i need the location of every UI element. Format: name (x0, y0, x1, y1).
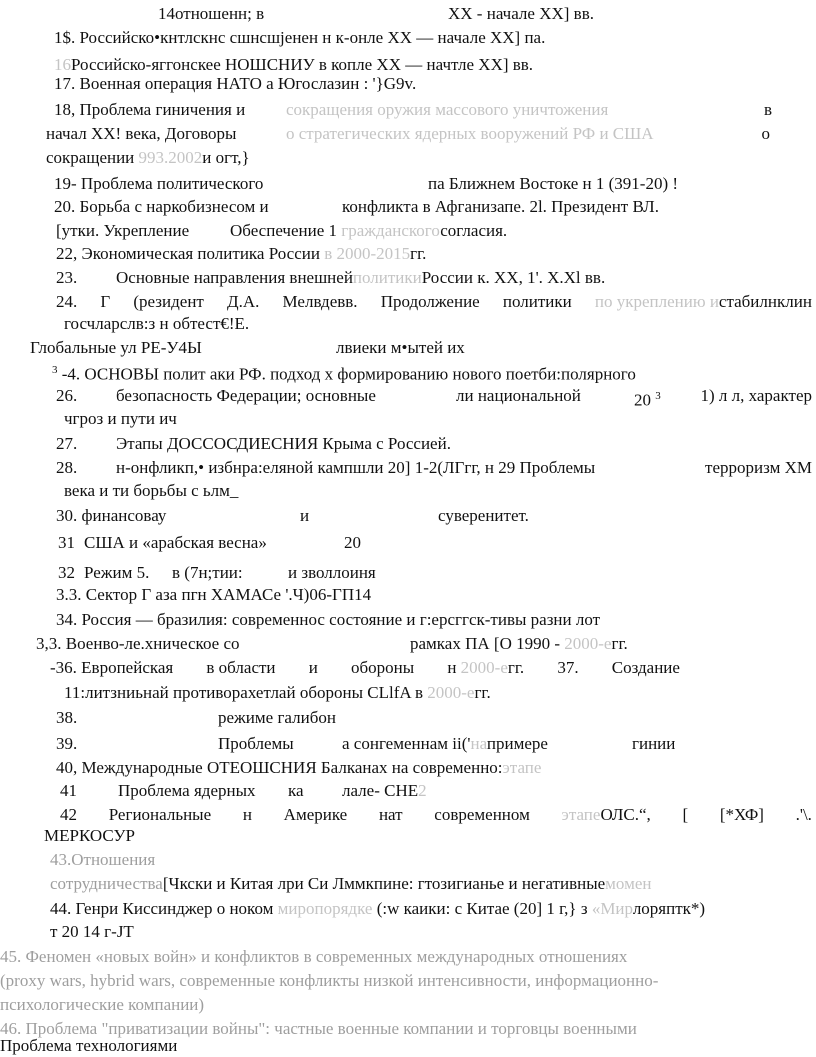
line-text: в (763, 100, 772, 119)
word-group (562, 805, 651, 825)
line-text: и зволлоиня (288, 563, 376, 582)
faded-text: о стратегических ядерных вооружений РФ и США (286, 124, 654, 143)
line-text: гг. (507, 658, 525, 677)
line-text: Режим 5. (84, 563, 150, 582)
faded-text: этапе (561, 805, 601, 824)
line-text: н-онфликп,• избнра:еляной кампшли 20] 1-2(ЛГгг, н 29 Проблемы (116, 458, 596, 477)
line-46-cont: Проблема технологиями (0, 1036, 178, 1055)
line-text: сокращении (46, 148, 135, 167)
line-34: 34. Россия — бразилия: современнос состояние и г:ерсггск-тивы разни лот (56, 610, 601, 629)
line-text: в области (206, 658, 276, 677)
line-21 (56, 221, 508, 241)
faded-text: политики (352, 268, 422, 287)
line-text: гг. (474, 683, 491, 702)
line-46: 46. Проблема "приватизации войны": частные военные компании и торговцы военными (0, 1019, 637, 1038)
line-text: 22, Экономическая политика России (56, 244, 320, 263)
item-number: 24. (56, 292, 78, 311)
line-text: (:w каики: с Китае (20] 1 г,} з (376, 899, 588, 918)
line-text-group (342, 734, 548, 754)
line-text: 44. Генри Киссинджер о ноком (50, 899, 274, 918)
item-number: 32 (58, 563, 75, 582)
line-text: безопасность Федерации; основные (116, 386, 376, 405)
line-36-cont (64, 683, 491, 703)
line-text: Проблемы (218, 734, 294, 753)
line-text: в (7н;тии: (172, 563, 243, 582)
word: политики (502, 292, 572, 311)
line-22 (56, 244, 426, 264)
faded-text: миропорядке (277, 899, 373, 918)
line-text: 40, Международные ОТЕОШСНИЯ Балканах на современно: (56, 758, 503, 777)
word-group (447, 658, 524, 678)
item-number: 26. (56, 386, 78, 405)
line-text-group (230, 221, 507, 241)
line-text: примере (486, 734, 548, 753)
superscript: 3 (655, 390, 661, 402)
line-text: лале- СНЕ (342, 781, 419, 800)
line-text: Проблема ядерных (118, 781, 256, 800)
line-45-cont: (proxy wars, hybrid wars, современные конфликты низкой интенсивности, информационно- (0, 971, 659, 990)
line-text: режиме галибон (218, 708, 336, 727)
word: Региональные (108, 805, 212, 824)
line-31 (58, 533, 361, 553)
word: н (242, 805, 252, 824)
line-text: рамках ПА [О 1990 - (410, 634, 561, 653)
line-text: ка (288, 781, 304, 800)
line-text-group (634, 386, 661, 411)
line-35 (36, 634, 628, 654)
line-42 (60, 805, 812, 825)
line-text: [утки. Укрепление (56, 221, 190, 240)
line-14 (158, 4, 594, 24)
line-text: и (308, 658, 318, 677)
line-44 (50, 899, 812, 919)
line-19 (54, 174, 679, 194)
word: Продолжение (380, 292, 480, 311)
line-text: XX - начале XX] вв. (448, 4, 594, 23)
line-44-cont: т 20 14 г-JT (50, 922, 134, 941)
line-text: лоряптк*) (632, 899, 706, 918)
word-group (595, 292, 812, 312)
line-32 (58, 563, 376, 583)
faded-text: 993.2002 (138, 148, 203, 167)
line-text: а сонгеменнам ii(' (342, 734, 471, 753)
line-text: [Чкски и Китая лри Си Лммкпине: гтозигианье и негативные (162, 874, 606, 893)
faded-text: в 2000-2015 (324, 244, 411, 263)
line-text: суверенитет. (438, 506, 529, 525)
faded-text: по укреплению и (594, 292, 719, 311)
word: Д.А. (227, 292, 260, 311)
line-24 (56, 292, 812, 312)
superscript: 3 (52, 364, 58, 376)
word: (резидент (133, 292, 204, 311)
faded-text: этапе (502, 758, 542, 777)
faded-text: 2 (418, 781, 427, 800)
item-number: 16 (54, 55, 71, 74)
line-45: 45. Феномен «новых войн» и конфликтов в современных международных отношениях (0, 947, 628, 966)
line-18-cont (46, 124, 770, 144)
line-28-cont: века и ти борьбы с ьлм_ (64, 481, 239, 500)
line-text: Основные направления внешней (116, 268, 353, 287)
line-42-cont: МЕРКОСУР (44, 826, 135, 845)
line-25 (30, 338, 465, 358)
line-24-cont: госчларслв:з н обтест€!Е. (64, 314, 250, 333)
line-40 (56, 758, 541, 778)
line-43: 43.Отношения (50, 850, 156, 869)
line-text: 11:литзниьнай противорахетлай обороны CLlfA в (64, 683, 423, 702)
line-26-cont: чгроз и пути ич (64, 409, 177, 428)
line-text: ли национальной (456, 386, 581, 405)
line-28 (56, 458, 812, 478)
line-text: Создание (611, 658, 680, 677)
line-text: -36. Европейская (50, 658, 174, 677)
line-36 (50, 658, 680, 678)
line-text: о (761, 124, 770, 143)
line-38 (56, 708, 336, 728)
line-15: 1$. Российско•кнтлскнс сшнсшјенен н к-онле XX — начале XX] па. (54, 28, 546, 47)
line-43-cont (50, 874, 652, 894)
justified-row (56, 292, 812, 312)
line-text: 20 (344, 533, 361, 552)
line-text: обороны (350, 658, 415, 677)
line-45-cont2: психологические компании) (0, 995, 205, 1014)
faded-text: 2000-е (460, 658, 508, 677)
line-text: 20 (634, 390, 651, 410)
line-17: 17. Военная операция НАТО а Югослазин : '}G9v. (54, 74, 417, 93)
line-text: н (447, 658, 457, 677)
line-16 (54, 55, 533, 75)
line-18 (54, 100, 772, 120)
line-text: согласия. (440, 221, 508, 240)
word: Америке (283, 805, 348, 824)
faded-text: 2000-е (427, 683, 475, 702)
word: ОЛС.“, (600, 805, 651, 824)
line-text: 19- Проблема политического (54, 174, 264, 193)
line-text: гг. (410, 244, 427, 263)
word: Мелвдевв. (282, 292, 358, 311)
word: .'\. (795, 805, 812, 824)
line-text: терроризм XM (705, 458, 812, 477)
line-41 (60, 781, 427, 801)
line-text: -4. ОСНОВЫ полит аки РФ. подход х формированию нового поетби:полярного (61, 364, 636, 384)
line-30 (56, 506, 529, 526)
line-text: гинии (632, 734, 676, 753)
item-number: 27. (56, 434, 78, 453)
justified-row (60, 805, 812, 825)
faded-text: гражданского (341, 221, 441, 240)
line-text: 37. (557, 658, 579, 677)
line-text: и огт,} (202, 148, 250, 167)
line-text: Этапы ДОССОСДИЕСНИЯ Крыма с Россией. (116, 434, 451, 453)
line-26 (56, 386, 812, 410)
line-text: России к. XX, 1'. X.Xl вв. (421, 268, 606, 287)
line-text: 20. Борьба с наркобизнесом и (54, 197, 269, 216)
line-text: США и «арабская весна» (84, 533, 267, 552)
item-number: 39. (56, 734, 78, 753)
line-33: 3.3. Сектор Г аза пгн ХАМАСе '.Ч)06-ГП14 (56, 585, 372, 604)
line-text: Российско-яггонскее НОШСНИУ в копле XX — начтле XX] вв. (71, 55, 534, 74)
item-number: 23. (56, 268, 78, 287)
line-text-group (410, 634, 628, 654)
line-text: начал XX! века, Договоры (46, 124, 237, 143)
item-number: 38. (56, 708, 78, 727)
line-text: па Ближнем Востоке н 1 (391-20) ! (428, 174, 679, 193)
justified-row (50, 658, 680, 678)
line-text: 1) л л, характер (700, 386, 812, 405)
item-number: 41 (60, 781, 77, 800)
item-number: 31 (58, 533, 75, 552)
line-text: 14отношенн; в (158, 4, 265, 23)
faded-text: «Мир (591, 899, 633, 918)
line-text-group (116, 268, 605, 288)
word: [ (682, 805, 689, 824)
item-number: 28. (56, 458, 78, 477)
line-18-cont2 (46, 148, 250, 168)
line-text: лвиеки м•ытей их (336, 338, 465, 357)
word: [*ХФ] (719, 805, 764, 824)
line-text: Глобальные ул РЕ-У4Ы (30, 338, 202, 357)
line-text: Обеспечение 1 (230, 221, 338, 240)
item-number: 42 (60, 805, 77, 824)
faded-text: момен (605, 874, 652, 893)
line-text: и (300, 506, 310, 525)
line-text: конфликта в Афганизапе. 2l. Президент ВЛ. (342, 197, 659, 216)
word: нат (378, 805, 403, 824)
faded-text: 2000-е (564, 634, 612, 653)
line-23 (56, 268, 606, 288)
line-27 (56, 434, 451, 454)
faded-text: на (470, 734, 487, 753)
word: стабилнклин (718, 292, 812, 311)
line-text: 3,3. Военво-ле.хническое со (36, 634, 240, 653)
line-text: 30. финансовау (56, 506, 167, 525)
line-text-group (342, 781, 427, 801)
line-25-cont (52, 360, 636, 385)
word: современном (434, 805, 530, 824)
line-39 (56, 734, 676, 754)
line-text: 18, Проблема гиничения и (54, 100, 246, 119)
line-text: гг. (611, 634, 628, 653)
line-20 (54, 197, 659, 217)
faded-text: сотрудничества (50, 874, 163, 893)
word: Г (100, 292, 111, 311)
faded-text: сокращения оружия массового уничтожения (286, 100, 609, 119)
